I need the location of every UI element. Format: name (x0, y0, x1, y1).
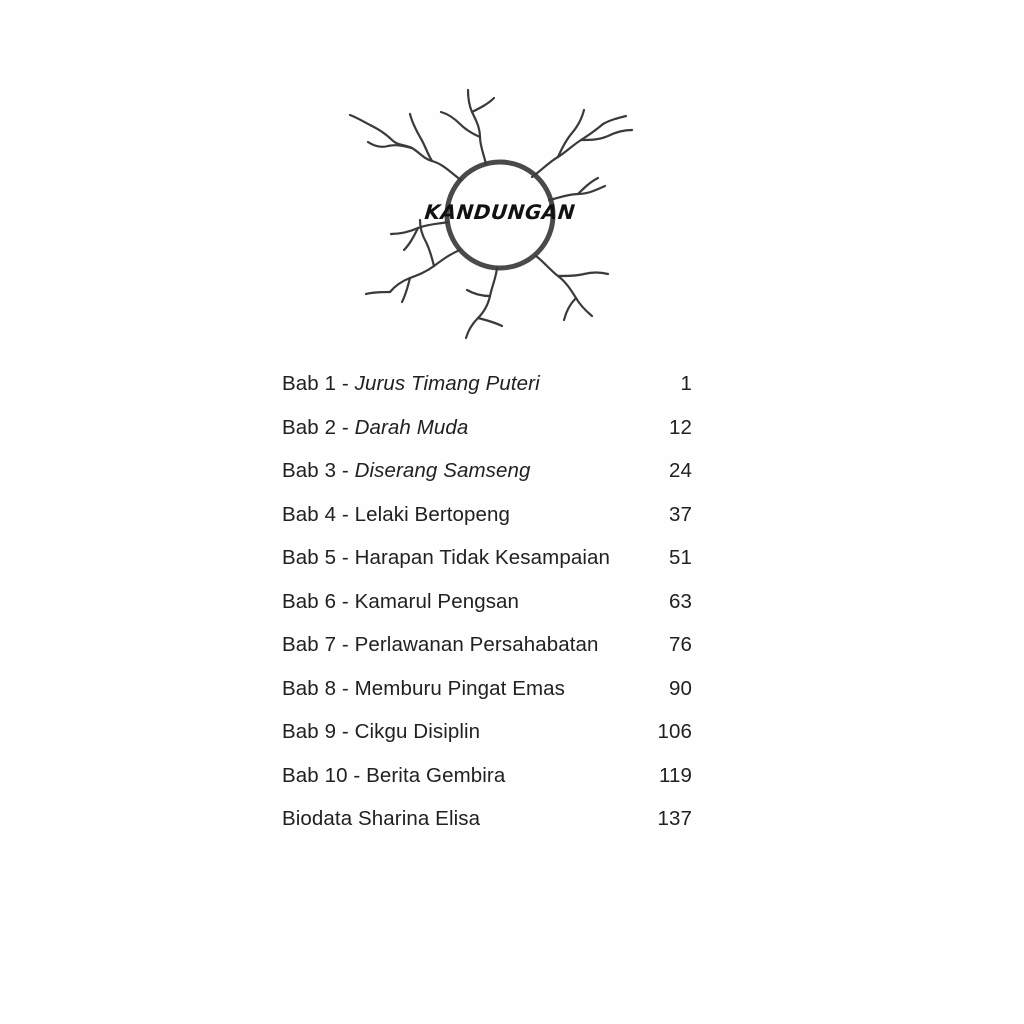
toc-entry-page: 90 (668, 676, 692, 700)
toc-entry-page: 119 (659, 763, 692, 787)
page-title: KANDUNGAN (423, 200, 577, 224)
toc-entry-page: 137 (657, 807, 692, 830)
toc-entry[interactable] (282, 503, 692, 547)
toc-entry-label: Bab 4 - Lelaki Bertopeng (282, 502, 511, 526)
toc-entry-page: 63 (668, 589, 692, 613)
toc-entry-page: 76 (668, 633, 692, 656)
chapter-heading-emblem (300, 60, 700, 340)
toc-entry-page: 51 (668, 546, 692, 569)
toc-entry-title: Kamarul Pengsan (354, 589, 520, 613)
toc-entry[interactable] (282, 590, 692, 634)
toc-entry-title: Lelaki Bertopeng (354, 502, 511, 526)
toc-entry-page: 12 (668, 415, 692, 439)
table-of-contents (282, 372, 692, 851)
toc-entry-label: Bab 1 - Jurus Timang Puteri (282, 372, 540, 395)
toc-entry-title: Perlawanan Persahabatan (354, 633, 599, 656)
toc-entry-title: Darah Muda (354, 415, 469, 439)
toc-entry-label: Bab 2 - Darah Muda (282, 415, 469, 439)
toc-entry-title: Diserang Samseng (354, 459, 531, 482)
toc-entry-title: Biodata Sharina Elisa (282, 807, 481, 830)
toc-entry-title: Memburu Pingat Emas (354, 676, 565, 700)
toc-entry[interactable] (282, 633, 692, 677)
toc-entry-title: Berita Gembira (366, 763, 506, 787)
toc-entry[interactable] (282, 546, 692, 590)
toc-entry-page: 106 (657, 720, 692, 743)
toc-entry-page: 1 (680, 372, 692, 395)
toc-entry[interactable] (282, 416, 692, 460)
toc-entry[interactable] (282, 459, 692, 503)
toc-entry-title: Jurus Timang Puteri (354, 372, 540, 395)
toc-entry-label: Bab 8 - Memburu Pingat Emas (282, 676, 565, 700)
toc-entry[interactable] (282, 764, 692, 808)
toc-entry-title: Harapan Tidak Kesampaian (354, 546, 610, 569)
toc-entry[interactable] (282, 720, 692, 764)
toc-entry-label: Bab 5 - Harapan Tidak Kesampaian (282, 546, 610, 569)
toc-entry-label (282, 807, 480, 831)
toc-entry-page: 37 (668, 502, 692, 526)
toc-entry-label: Bab 9 - Cikgu Disiplin (282, 720, 481, 743)
toc-entry-label: Bab 7 - Perlawanan Persahabatan (282, 633, 599, 656)
toc-entry-label: Bab 3 - Diserang Samseng (282, 459, 531, 482)
toc-entry-label: Bab 10 - Berita Gembira (282, 763, 506, 787)
toc-entry[interactable] (282, 372, 692, 416)
toc-entry-title: Cikgu Disiplin (354, 720, 481, 743)
toc-entry-page: 24 (668, 459, 692, 482)
toc-entry[interactable] (282, 807, 692, 851)
toc-entry[interactable] (282, 677, 692, 721)
toc-entry-label: Bab 6 - Kamarul Pengsan (282, 589, 520, 613)
